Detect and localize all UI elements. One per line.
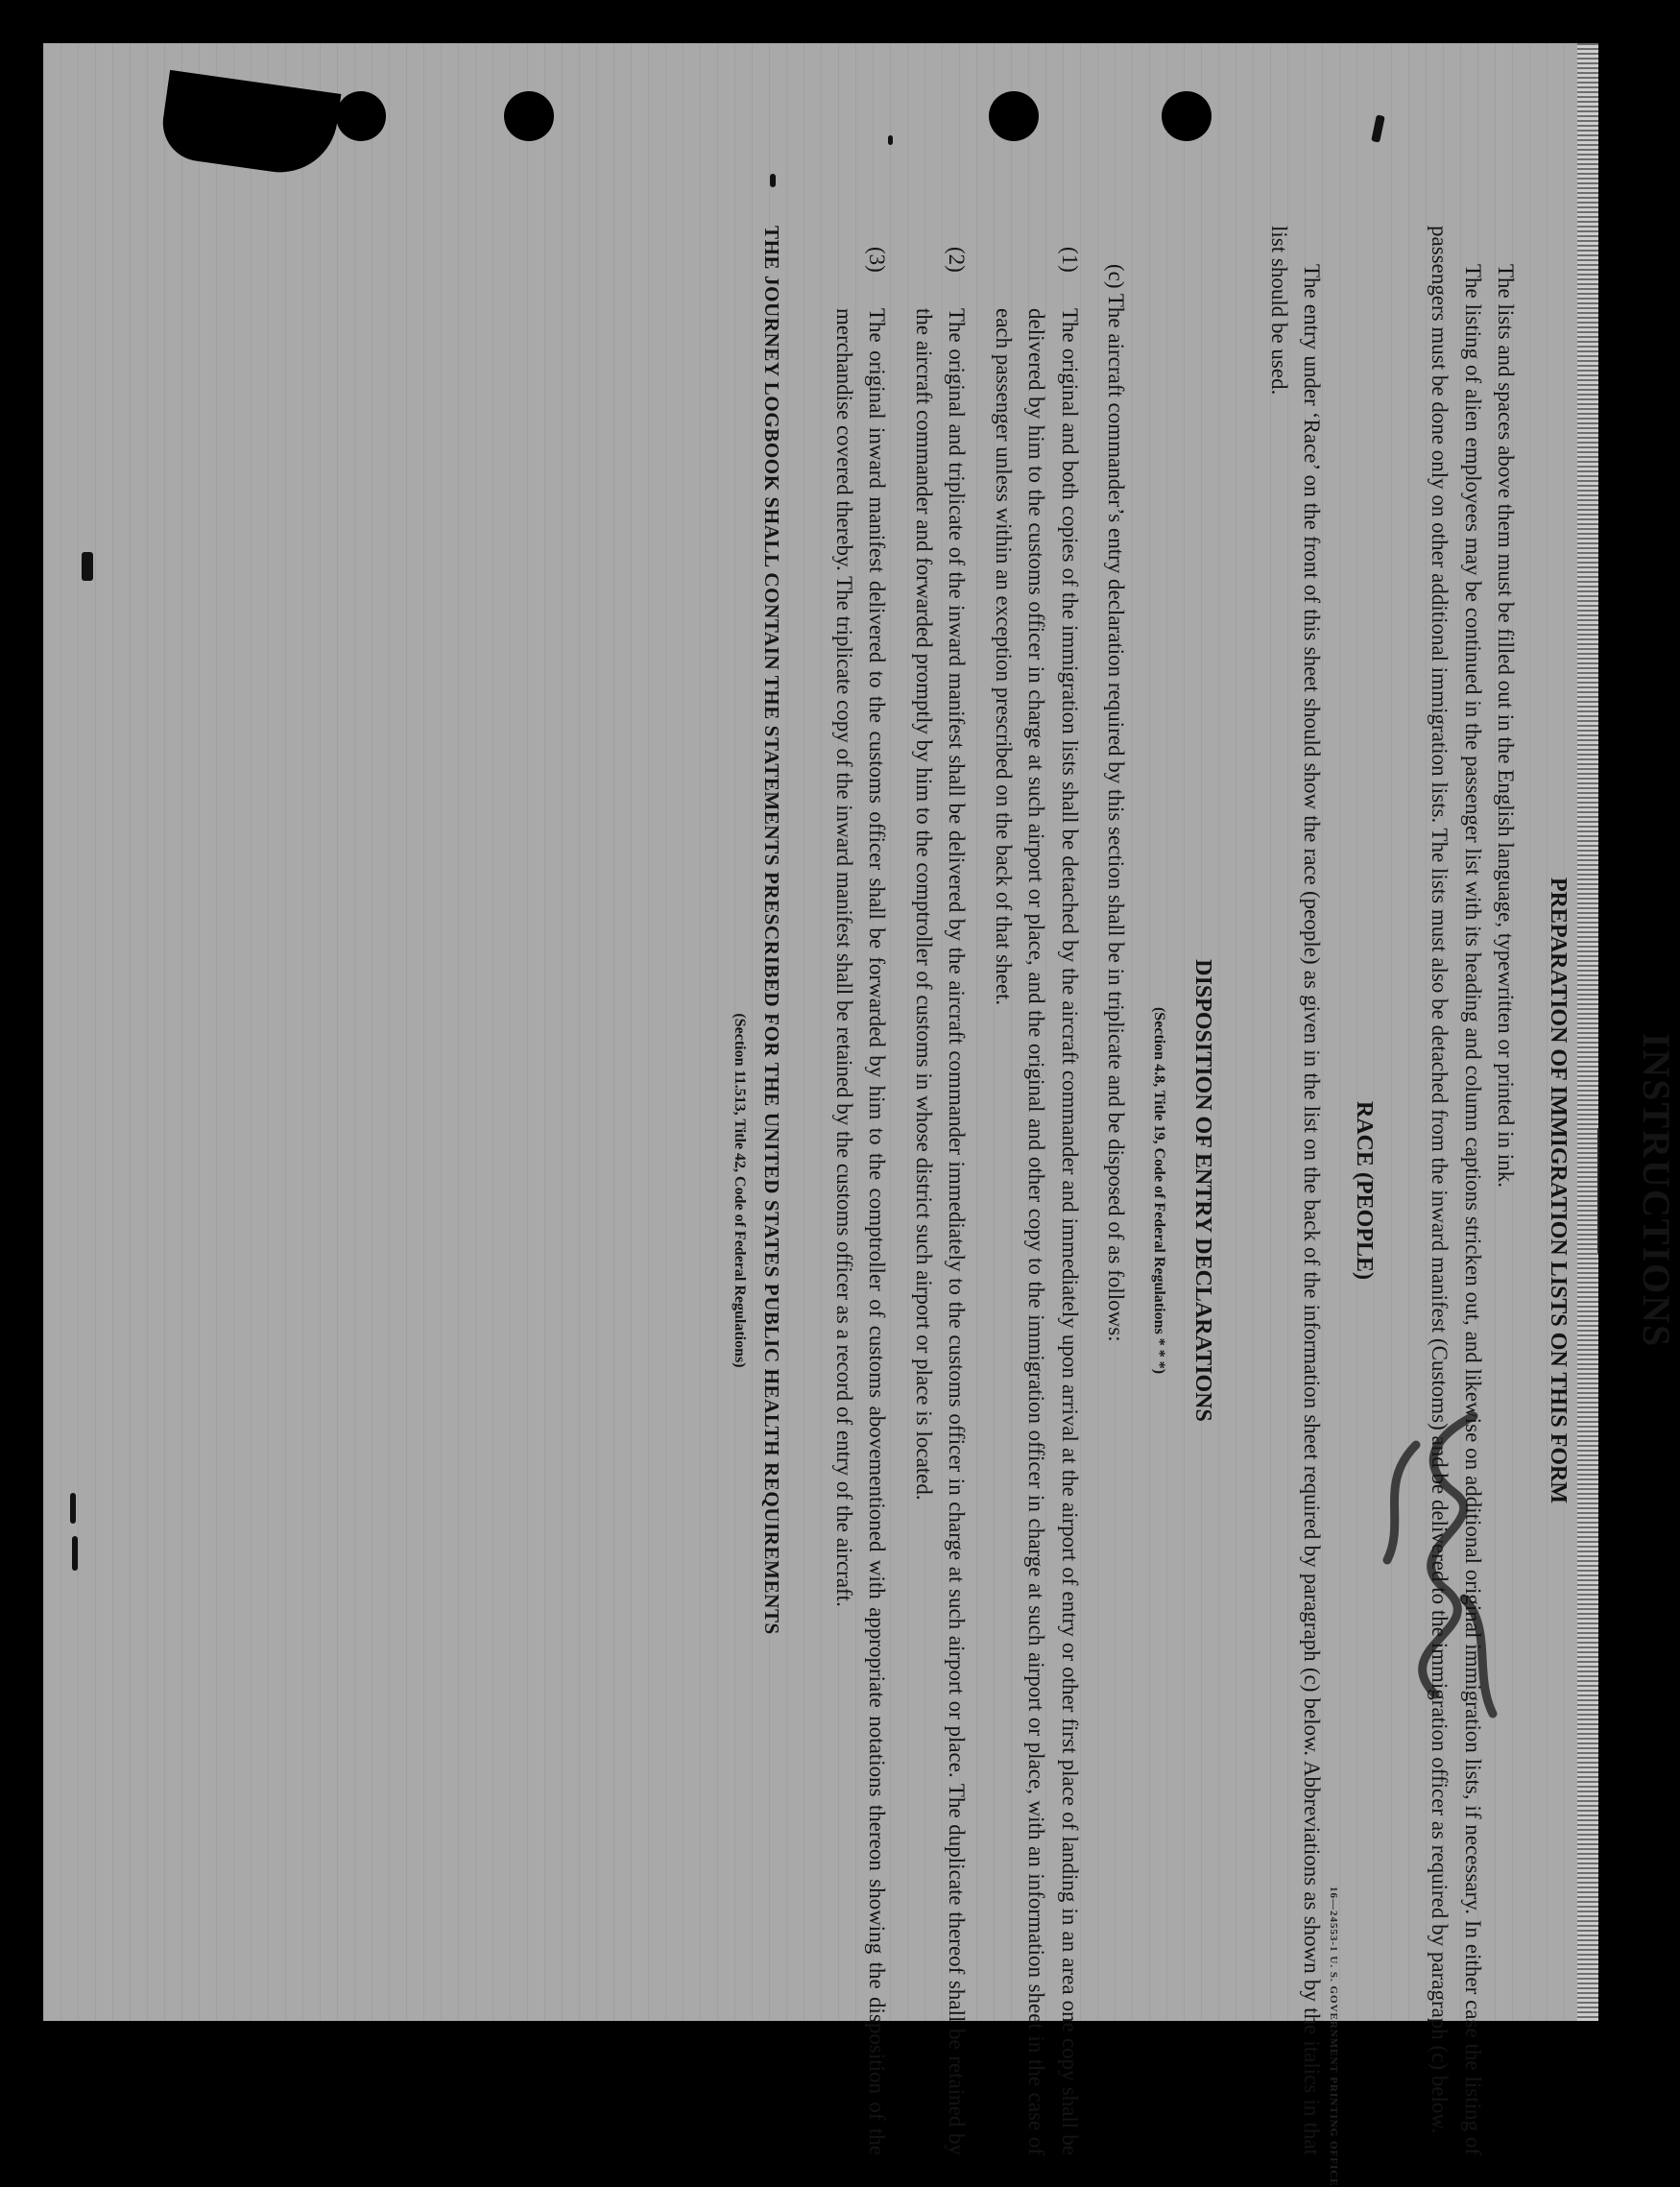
logbook-citation: (Section 11.513, Title 42, Code of Federal Regulations) [732, 1013, 748, 1368]
torn-corner [158, 70, 342, 180]
spacer [1380, 226, 1423, 2155]
page-title: INSTRUCTIONS [1635, 1032, 1678, 1349]
ink-speck [72, 1536, 78, 1571]
spacer [1220, 226, 1262, 2155]
paragraph: The lists and spaces above them must be filled out in the English language, typewritten or printed in ink. [1494, 264, 1519, 1188]
punch-hole-2 [504, 91, 554, 141]
item-number: (2) [945, 247, 970, 273]
ink-speck [770, 174, 776, 187]
item-number: (3) [865, 247, 890, 273]
paragraph: The listing of alien employees may be continued in the passenger list with its heading and column captions stricken out, and likewise on additional original immigration lists, if necessary. In either case the listing of passengers must be done only on other additional immigration lists. The lists must also be detached from the inward manifest (Customs) and be delivered to the immigration officer as required by paragraph (c) below. [1428, 226, 1485, 2155]
item-number: (1) [1058, 247, 1082, 273]
paragraph: The entry under ‘Race’ on the front of this sheet should show the race (people) as given in the list on the back of the information sheet required by paragraph (c) below. Abbreviations as shown by the italics in that list should be used. [1267, 226, 1325, 2155]
punch-hole-3 [989, 91, 1039, 141]
list-item [987, 226, 1087, 2155]
item-text: The original and both copies of the immigration lists shall be detached by the aircraft commander and immediately upon arrival at the airport of entry or other first place of landing in an area one copy shall be delivered by him to the customs officer in charge at such airport or place, and the original and other copy to the immigration officer in charge at such airport or place, with an information sheet in the case of each passenger unless within an exception prescribed on the back of that sheet. [992, 308, 1082, 2155]
ink-speck [82, 552, 93, 581]
rotated-content [259, 226, 1680, 2155]
list-item [907, 226, 973, 2155]
ink-speck [70, 1493, 76, 1524]
punch-hole-1 [336, 91, 386, 141]
paragraph: (c) The aircraft commander’s entry declaration required by this section shall be in triplicate and be disposed of as follows: [1104, 264, 1129, 1342]
item-text: The original and triplicate of the inward manifest shall be delivered by the aircraft commander immediately to the customs officer in charge at such airport or place. The duplicate thereof shall be retained by the aircraft commander and forwarded promptly by him to the comptroller of customs in whose district such airport or place is located. [912, 308, 970, 2155]
section-heading-disposition: DISPOSITION OF ENTRY DECLARATIONS [1190, 959, 1216, 1422]
printing-office-line: 16—24553-1 U. S. GOVERNMENT PRINTING OFFICE [1328, 1887, 1339, 2187]
item-text: The original inward manifest delivered to the customs officer shall be forwarded by him to the comptroller of customs abovementioned with appropriate notations thereon showing the disposition of the merchandise covered thereby. The triplicate copy of the inward manifest shall be retained by the customs officer as a record of entry of the aircraft. [832, 308, 890, 2155]
punch-hole-4 [1162, 91, 1212, 141]
ink-speck [888, 135, 893, 145]
section-heading-race: RACE (PEOPLE) [1352, 1101, 1377, 1280]
section-citation: (Section 4.8, Title 19, Code of Federal Regulations * * *) [1151, 1006, 1167, 1375]
title-rule [1597, 1128, 1599, 1253]
logbook-statement: THE JOURNEY LOGBOOK SHALL CONTAIN THE STATEMENTS PRESCRIBED FOR THE UNITED STATES PUBLIC HEALTH REQUIREMENTS [760, 226, 784, 1635]
ink-speck [1371, 114, 1385, 142]
list-item [828, 226, 894, 2155]
section-heading-preparation: PREPARATION OF IMMIGRATION LISTS ON THIS FORM [1546, 877, 1571, 1504]
